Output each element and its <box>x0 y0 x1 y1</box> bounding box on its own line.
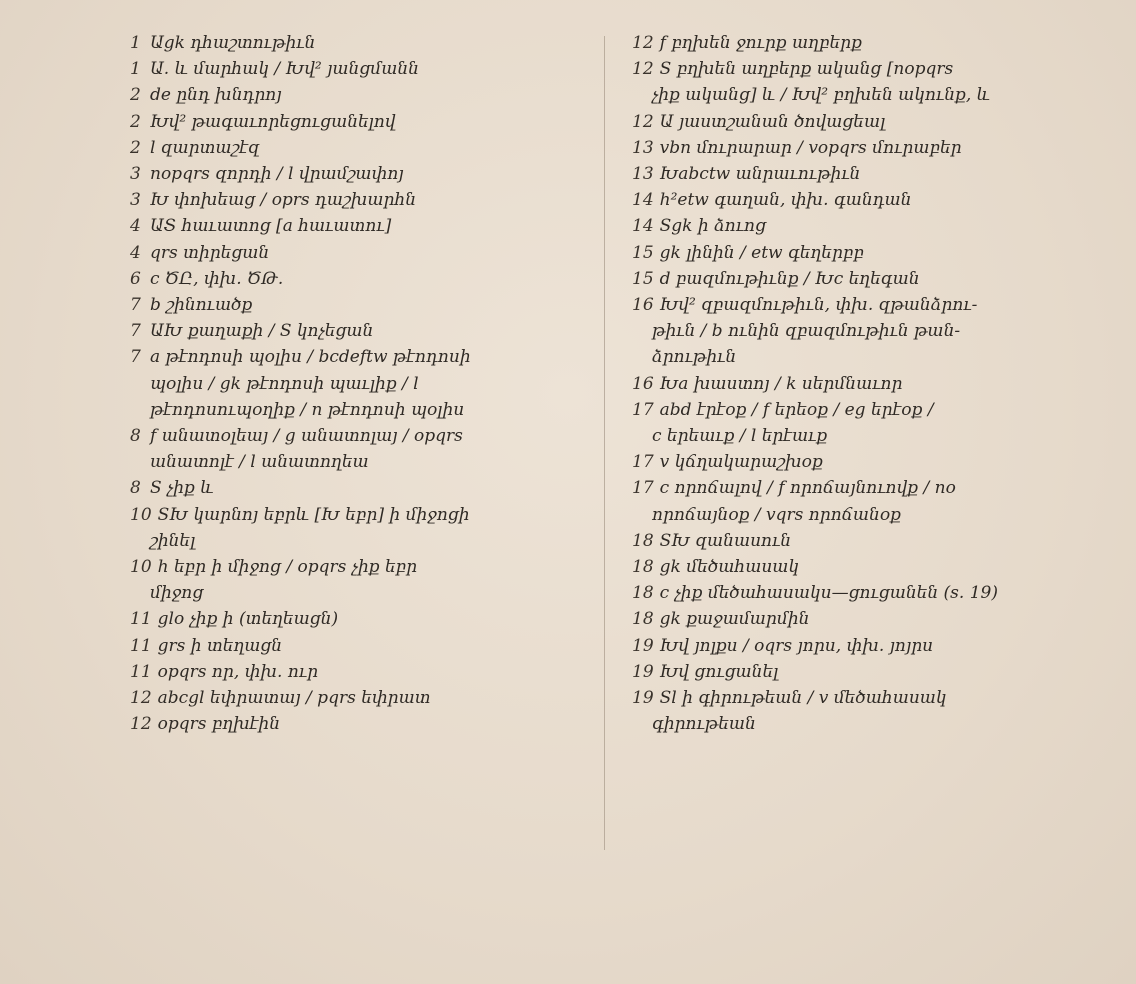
line-number: 12 <box>632 111 654 132</box>
variant-reading-continuation: թէոդոսուպօղիք / n թէոդոսի պօլիս <box>150 399 465 420</box>
variant-reading-continuation: միջոց <box>150 583 204 604</box>
line-number: 16 <box>632 373 654 394</box>
variant-reading: ԱՏ հաւատոց [a հաւատու] <box>150 216 392 237</box>
variant-reading-continuation: շինել <box>150 530 196 551</box>
variant-reading: Խ փոխեաց / oprs դաշխարհն <box>150 190 417 211</box>
apparatus-entry <box>632 240 1087 266</box>
variant-reading: v կճղակարաշխօք <box>659 452 823 473</box>
line-number: 18 <box>632 609 654 630</box>
variant-reading: Ա յաստշանան ծովացեալ <box>659 111 886 132</box>
variant-reading: grs ի տեղացն <box>157 635 283 656</box>
line-number: 19 <box>632 688 654 709</box>
line-number: 12 <box>632 33 654 53</box>
line-number: 6 <box>130 268 141 289</box>
apparatus-entry <box>130 554 590 606</box>
apparatus-entry <box>632 135 1087 161</box>
variant-reading-continuation: գիրութեան <box>652 714 756 735</box>
line-number: 7 <box>130 347 141 368</box>
variant-reading-continuation: c երեաւք / l երէաւք <box>652 426 828 447</box>
line-number: 14 <box>632 216 654 237</box>
line-number: 12 <box>632 59 654 80</box>
variant-reading: Խվ² զբազմութիւն, փխ. զթանձրու- <box>659 295 978 316</box>
line-number: 17 <box>632 478 654 499</box>
variant-reading: Խa խաստոյ / k սերմնաւոր <box>659 373 903 394</box>
apparatus-entry <box>632 187 1087 213</box>
line-number: 2 <box>130 137 141 158</box>
apparatus-entry <box>130 266 590 292</box>
apparatus-entry <box>632 213 1087 239</box>
line-number: 2 <box>130 85 141 106</box>
line-number: 1 <box>130 59 141 80</box>
variant-reading: nopqrs զորդի / l վրամշափոյ <box>150 164 404 185</box>
variant-reading: f բղխեն ջուրք աղբերք <box>659 33 862 53</box>
variant-reading: opqrs բղխէին <box>157 714 281 735</box>
apparatus-entry <box>632 30 1087 56</box>
apparatus-entry <box>130 633 590 659</box>
variant-reading-continuation: ձրութիւն <box>652 347 737 368</box>
apparatus-entry <box>130 475 590 501</box>
line-number: 18 <box>632 530 654 551</box>
line-number: 12 <box>130 688 152 709</box>
variant-reading: c ԾԸ, փխ. ԾԹ. <box>150 268 284 289</box>
line-number: 7 <box>130 295 141 316</box>
line-number: 7 <box>130 321 141 342</box>
variant-reading: Աgk դհաշտութիւն <box>150 33 316 53</box>
variant-reading: Sgk ի ձուոց <box>659 216 766 237</box>
variant-reading: SԽ կարնոյ եբրև [Խ եբր] ի միջոցի <box>157 504 470 525</box>
apparatus-entry <box>632 554 1087 580</box>
line-number: 15 <box>632 242 654 263</box>
apparatus-entry <box>130 318 590 344</box>
line-number: 19 <box>632 661 654 682</box>
variant-reading: gk լինին / etw գեղերբբ <box>659 242 864 263</box>
apparatus-entry <box>632 266 1087 292</box>
variant-reading: l զարտաշէզ <box>150 137 260 158</box>
apparatus-entry <box>632 659 1087 685</box>
variant-reading: h²etw գաղան, փխ. գանդան <box>659 190 912 211</box>
variant-reading: de ընդ խնդրոյ <box>150 85 282 106</box>
line-number: 15 <box>632 268 654 289</box>
variant-reading: abcgl եփրատայ / pqrs եփրատ <box>157 688 431 709</box>
line-number: 2 <box>130 111 141 132</box>
apparatus-entry <box>632 56 1087 108</box>
apparatus-entry <box>130 240 590 266</box>
line-number: 4 <box>130 216 141 237</box>
variant-reading-continuation: թիւն / b ունին զբազմութիւն թան- <box>652 321 961 342</box>
apparatus-entry <box>130 685 590 711</box>
variant-reading: gk քաջամարմին <box>659 609 810 630</box>
column-divider <box>604 36 605 850</box>
line-number: 19 <box>632 635 654 656</box>
variant-reading: Խվ ցուցանել <box>659 661 779 682</box>
variant-reading: h եբր ի միջոց / opqrs չիք եբր <box>157 557 418 578</box>
line-number: 1 <box>130 33 141 53</box>
apparatus-entry <box>632 449 1087 475</box>
line-number: 11 <box>130 635 152 656</box>
line-number: 17 <box>632 399 654 420</box>
apparatus-entry <box>130 711 590 737</box>
variant-reading: b շինուածք <box>150 295 253 316</box>
apparatus-entry <box>130 82 590 108</box>
variant-reading: Ա. և մարհակ / Խվ² յանցմանն <box>150 59 419 80</box>
apparatus-entry <box>130 659 590 685</box>
variant-reading: d բազմութիւնք / Խc եղեգան <box>659 268 920 289</box>
variant-reading: vbn մուրարար / vopqrs մուրաբեր <box>659 137 962 158</box>
apparatus-entry <box>130 213 590 239</box>
apparatus-entry <box>130 344 590 423</box>
apparatus-entry <box>130 292 590 318</box>
apparatus-entry <box>130 606 590 632</box>
apparatus-entry <box>130 56 590 82</box>
variant-reading: glo չիք ի (տեղեացն) <box>157 609 339 630</box>
left-column <box>130 30 590 737</box>
line-number: 3 <box>130 190 141 211</box>
variant-reading: gk մեծահասակ <box>659 557 800 578</box>
apparatus-entry <box>130 187 590 213</box>
right-column <box>632 30 1087 737</box>
variant-reading: f անատօլեայ / g անատոլայ / opqrs <box>150 426 463 447</box>
variant-reading: opqrs որ, փխ. ուր <box>157 661 319 682</box>
line-number: 4 <box>130 242 141 263</box>
apparatus-entry <box>632 371 1087 397</box>
line-number: 13 <box>632 137 654 158</box>
variant-reading-continuation: չիք ականց] և / Խվ² բղխեն ակունք, և <box>652 85 991 106</box>
variant-reading: ԱԽ քաղաքի / S կոչեցան <box>150 321 374 342</box>
apparatus-entry <box>130 161 590 187</box>
apparatus-entry <box>632 109 1087 135</box>
apparatus-entry <box>632 161 1087 187</box>
line-number: 17 <box>632 452 654 473</box>
variant-reading: c չիք մեծահասակս—ցուցանեն (s. 19) <box>659 583 998 604</box>
line-number: 13 <box>632 164 654 185</box>
variant-reading: Խվ² թագաւորեցուցանելով <box>150 111 396 132</box>
apparatus-entry <box>130 109 590 135</box>
line-number: 11 <box>130 661 152 682</box>
variant-reading: SԽ զանասուն <box>659 530 792 551</box>
variant-reading-continuation: պօլիս / gk թէոդոսի պաւլիք / l <box>150 373 419 394</box>
apparatus-entry <box>632 292 1087 371</box>
line-number: 18 <box>632 557 654 578</box>
apparatus-entry <box>130 30 590 56</box>
apparatus-entry <box>632 397 1087 449</box>
variant-reading-continuation: անատոլէ / l անատողեա <box>150 452 369 473</box>
line-number: 16 <box>632 295 654 316</box>
variant-reading: qrs տիրեցան <box>150 242 270 263</box>
variant-reading: Sl ի գիրութեան / v մեծահասակ <box>659 688 947 709</box>
apparatus-entry <box>130 135 590 161</box>
line-number: 8 <box>130 426 141 447</box>
line-number: 3 <box>130 164 141 185</box>
apparatus-entry <box>632 606 1087 632</box>
apparatus-entry <box>130 502 590 554</box>
variant-reading: a թէոդոսի պօլիս / bcdeftw թէոդոսի <box>150 347 471 368</box>
variant-reading: Խվ յոլքս / oqrs յորս, փխ. յոյրս <box>659 635 934 656</box>
line-number: 10 <box>130 504 152 525</box>
variant-reading: S չիք և <box>150 478 214 499</box>
variant-reading-continuation: որոճայնօք / vqrs որոճանօք <box>652 504 901 525</box>
line-number: 14 <box>632 190 654 211</box>
apparatus-entry <box>632 685 1087 737</box>
variant-reading: Խabctw անրաւութիւն <box>659 164 861 185</box>
apparatus-entry <box>632 528 1087 554</box>
line-number: 10 <box>130 557 152 578</box>
variant-reading: S բղխեն աղբերք ականց [nopqrs <box>659 59 954 80</box>
apparatus-entry <box>632 633 1087 659</box>
line-number: 11 <box>130 609 152 630</box>
line-number: 18 <box>632 583 654 604</box>
line-number: 8 <box>130 478 141 499</box>
apparatus-entry <box>632 580 1087 606</box>
apparatus-entry <box>130 423 590 475</box>
variant-reading: c որոճալով / f որոճայնուովք / no <box>659 478 956 499</box>
variant-reading: abd էրէօք / f երեօք / eg երէօք / <box>659 399 934 420</box>
apparatus-entry <box>632 475 1087 527</box>
line-number: 12 <box>130 714 152 735</box>
